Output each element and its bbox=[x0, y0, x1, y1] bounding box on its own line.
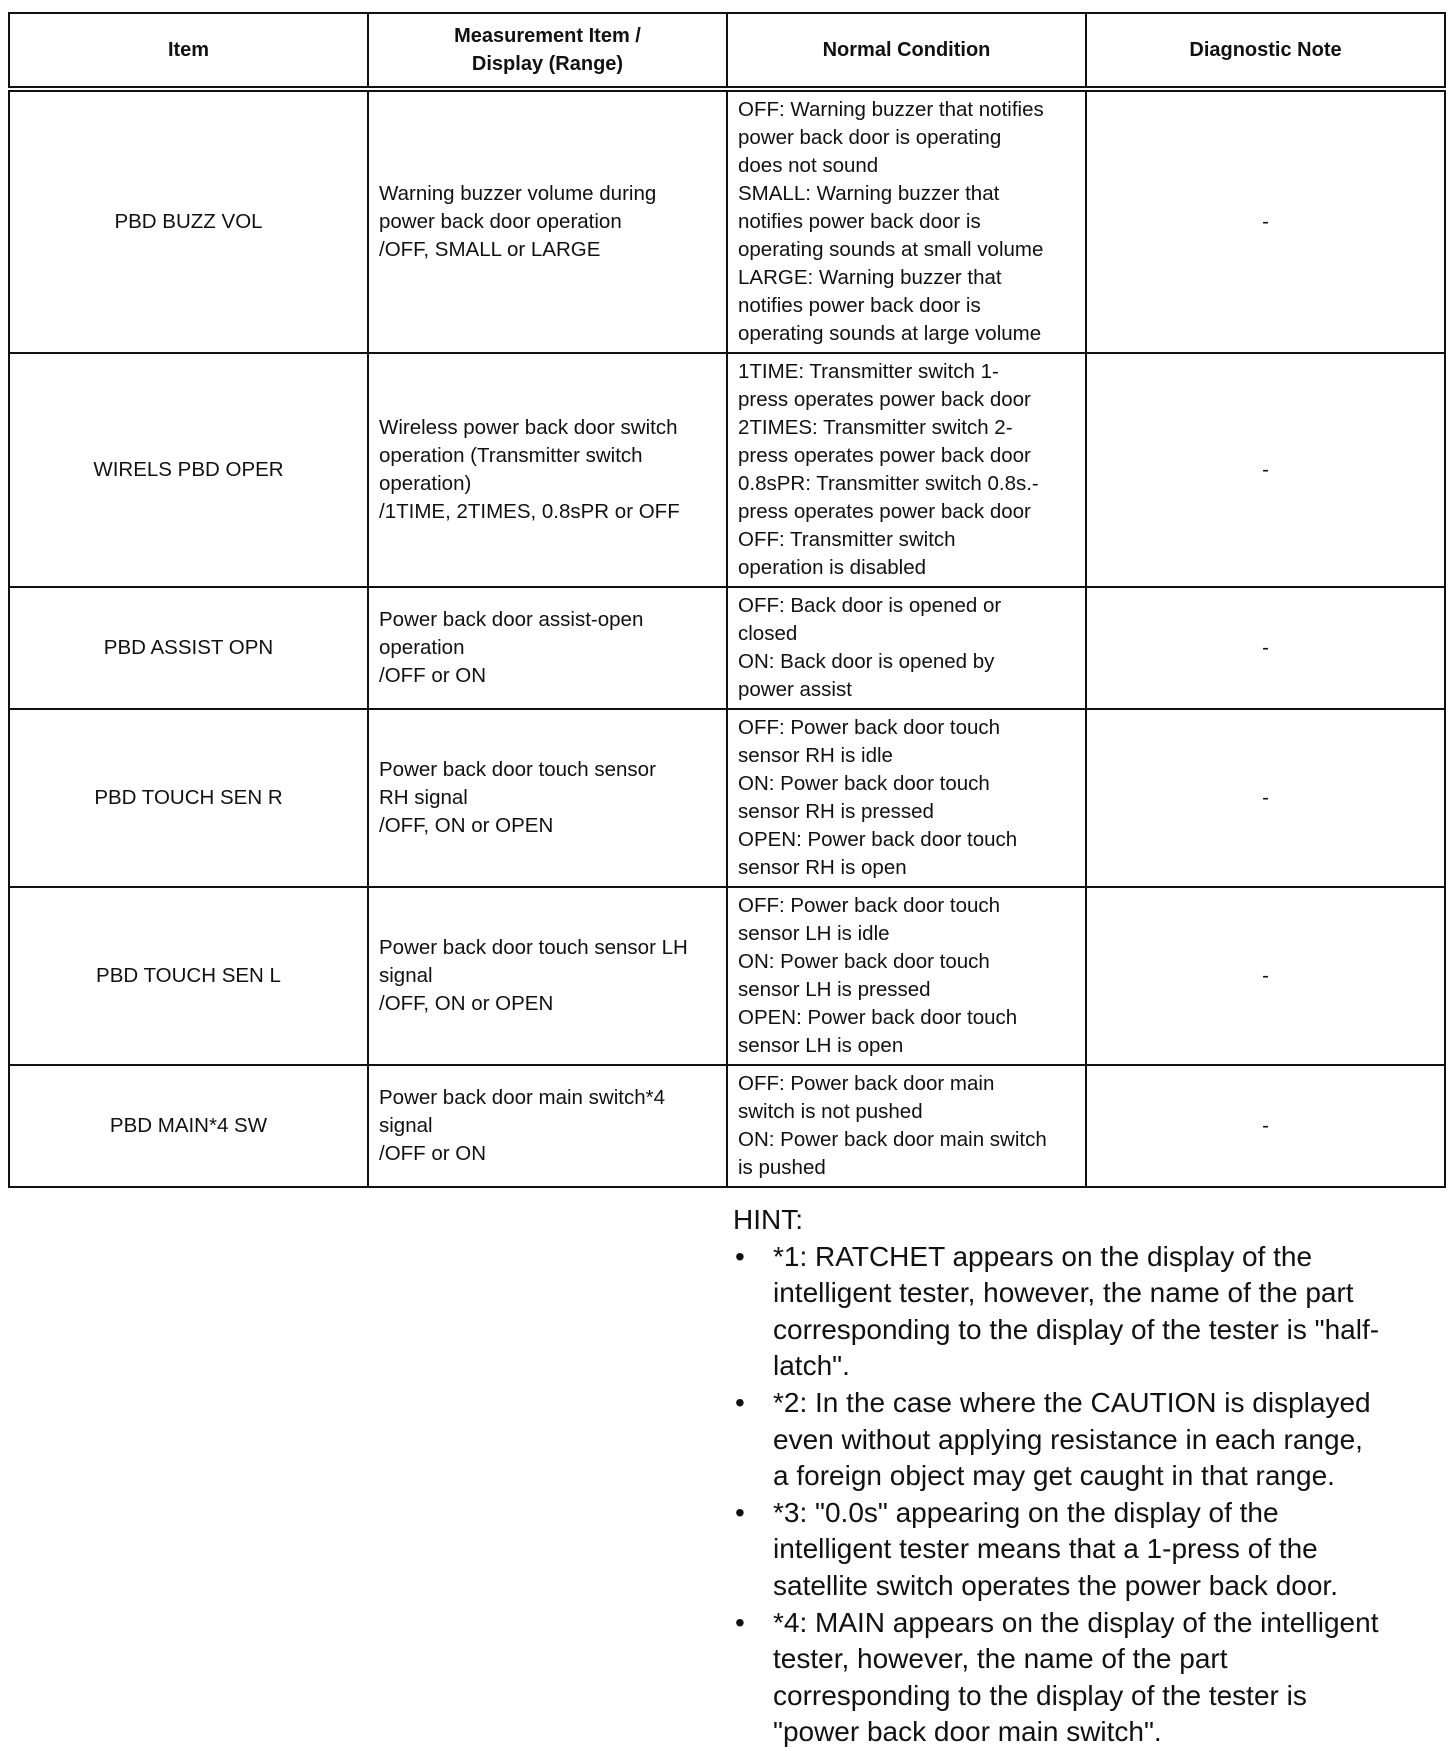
measurement-line: power back door operation bbox=[379, 210, 622, 233]
hint-section bbox=[733, 1202, 1433, 1751]
bullet-icon: • bbox=[735, 1240, 745, 1272]
hint-line: "power back door main switch". bbox=[773, 1716, 1162, 1748]
cell-note: - bbox=[1086, 353, 1445, 587]
table-row bbox=[9, 587, 1445, 709]
condition-line: is pushed bbox=[738, 1156, 826, 1179]
hint-line: intelligent tester, however, the name of the part bbox=[773, 1277, 1354, 1309]
hint-line: *2: In the case where the CAUTION is displayed bbox=[773, 1386, 1371, 1418]
cell-condition bbox=[727, 887, 1086, 1065]
cell-note: - bbox=[1086, 1065, 1445, 1187]
hint-line: a foreign object may get caught in that range. bbox=[773, 1460, 1335, 1492]
table-row bbox=[9, 353, 1445, 587]
condition-line: sensor RH is idle bbox=[738, 744, 893, 767]
condition-line: OFF: Back door is opened or bbox=[738, 594, 1002, 617]
cell-condition bbox=[727, 89, 1086, 353]
cell-measurement bbox=[368, 887, 727, 1065]
measurement-line: Power back door main switch*4 bbox=[379, 1086, 665, 1109]
cell-note: - bbox=[1086, 887, 1445, 1065]
header-item: Item bbox=[9, 13, 368, 89]
condition-line: OFF: Power back door touch bbox=[738, 716, 1001, 739]
hint-line: latch". bbox=[773, 1350, 850, 1382]
condition-line: closed bbox=[738, 622, 798, 645]
measurement-line: signal bbox=[379, 1114, 433, 1137]
measurement-line: /OFF, ON or OPEN bbox=[379, 992, 554, 1015]
cell-item: PBD TOUCH SEN L bbox=[9, 887, 368, 1065]
bullet-icon: • bbox=[735, 1496, 745, 1528]
cell-note: - bbox=[1086, 89, 1445, 353]
cell-measurement bbox=[368, 1065, 727, 1187]
condition-line: press operates power back door bbox=[738, 388, 1031, 411]
measurement-line: /OFF, SMALL or LARGE bbox=[379, 238, 601, 261]
condition-line: switch is not pushed bbox=[738, 1100, 923, 1123]
hint-line: *4: MAIN appears on the display of the intelligent bbox=[773, 1606, 1379, 1638]
measurement-line: /1TIME, 2TIMES, 0.8sPR or OFF bbox=[379, 500, 680, 523]
condition-line: operation is disabled bbox=[738, 556, 927, 579]
condition-line: OFF: Transmitter switch bbox=[738, 528, 956, 551]
cell-note: - bbox=[1086, 587, 1445, 709]
measurement-line: Wireless power back door switch bbox=[379, 416, 678, 439]
measurement-line: operation) bbox=[379, 472, 472, 495]
condition-line: ON: Power back door touch bbox=[738, 950, 990, 973]
measurement-line: Power back door assist-open bbox=[379, 608, 644, 631]
hint-line: *3: "0.0s" appearing on the display of the bbox=[773, 1496, 1279, 1528]
cell-condition bbox=[727, 709, 1086, 887]
table-body bbox=[9, 89, 1445, 1187]
table-header bbox=[9, 13, 1445, 89]
condition-line: ON: Back door is opened by bbox=[738, 650, 995, 673]
measurement-line: /OFF or ON bbox=[379, 664, 487, 687]
table-row bbox=[9, 1065, 1445, 1187]
cell-item: PBD MAIN*4 SW bbox=[9, 1065, 368, 1187]
hint-item bbox=[733, 1605, 1433, 1751]
data-list-table bbox=[8, 12, 1446, 1188]
measurement-line: Warning buzzer volume during bbox=[379, 182, 657, 205]
condition-line: notifies power back door is bbox=[738, 294, 981, 317]
table-row bbox=[9, 89, 1445, 353]
hint-item bbox=[733, 1239, 1433, 1385]
hint-item bbox=[733, 1385, 1433, 1495]
condition-line: OPEN: Power back door touch bbox=[738, 828, 1018, 851]
cell-item: WIRELS PBD OPER bbox=[9, 353, 368, 587]
measurement-line: operation bbox=[379, 636, 465, 659]
cell-condition bbox=[727, 587, 1086, 709]
hint-list bbox=[733, 1239, 1433, 1751]
header-condition: Normal Condition bbox=[727, 13, 1086, 89]
condition-line: does not sound bbox=[738, 154, 879, 177]
condition-line: power back door is operating bbox=[738, 126, 1002, 149]
measurement-line: Power back door touch sensor bbox=[379, 758, 656, 781]
condition-line: operating sounds at large volume bbox=[738, 322, 1042, 345]
cell-measurement bbox=[368, 89, 727, 353]
measurement-line: /OFF or ON bbox=[379, 1142, 487, 1165]
measurement-line: operation (Transmitter switch bbox=[379, 444, 643, 467]
condition-line: sensor RH is pressed bbox=[738, 800, 934, 823]
measurement-line: /OFF, ON or OPEN bbox=[379, 814, 554, 837]
condition-line: OFF: Power back door touch bbox=[738, 894, 1001, 917]
hint-item bbox=[733, 1495, 1433, 1605]
header-measurement: Measurement Item / Display (Range) bbox=[368, 13, 727, 89]
condition-line: OFF: Warning buzzer that notifies bbox=[738, 98, 1044, 121]
hint-line: even without applying resistance in each range, bbox=[773, 1423, 1363, 1455]
condition-line: operating sounds at small volume bbox=[738, 238, 1044, 261]
condition-line: power assist bbox=[738, 678, 852, 701]
condition-line: OPEN: Power back door touch bbox=[738, 1006, 1018, 1029]
condition-line: 0.8sPR: Transmitter switch 0.8s.- bbox=[738, 472, 1039, 495]
cell-item: PBD TOUCH SEN R bbox=[9, 709, 368, 887]
condition-line: OFF: Power back door main bbox=[738, 1072, 995, 1095]
measurement-line: Power back door touch sensor LH bbox=[379, 936, 688, 959]
cell-item: PBD BUZZ VOL bbox=[9, 89, 368, 353]
condition-line: 1TIME: Transmitter switch 1- bbox=[738, 360, 999, 383]
bullet-icon: • bbox=[735, 1386, 745, 1418]
hint-line: *1: RATCHET appears on the display of the bbox=[773, 1240, 1313, 1272]
hint-line: satellite switch operates the power back door. bbox=[773, 1569, 1338, 1601]
hint-line: intelligent tester means that a 1-press of the bbox=[773, 1533, 1318, 1565]
condition-line: sensor LH is pressed bbox=[738, 978, 931, 1001]
condition-line: press operates power back door bbox=[738, 500, 1031, 523]
hint-line: corresponding to the display of the tester is bbox=[773, 1679, 1307, 1711]
cell-note: - bbox=[1086, 709, 1445, 887]
table-row bbox=[9, 887, 1445, 1065]
condition-line: ON: Power back door main switch bbox=[738, 1128, 1047, 1151]
condition-line: sensor RH is open bbox=[738, 856, 907, 879]
table-row bbox=[9, 709, 1445, 887]
cell-measurement bbox=[368, 353, 727, 587]
measurement-line: RH signal bbox=[379, 786, 468, 809]
measurement-line: signal bbox=[379, 964, 433, 987]
header-row bbox=[9, 13, 1445, 89]
condition-line: sensor LH is open bbox=[738, 1034, 904, 1057]
cell-condition bbox=[727, 1065, 1086, 1187]
condition-line: SMALL: Warning buzzer that bbox=[738, 182, 1000, 205]
condition-line: notifies power back door is bbox=[738, 210, 981, 233]
cell-measurement bbox=[368, 587, 727, 709]
condition-line: sensor LH is idle bbox=[738, 922, 890, 945]
cell-measurement bbox=[368, 709, 727, 887]
hint-line: tester, however, the name of the part bbox=[773, 1643, 1228, 1675]
condition-line: LARGE: Warning buzzer that bbox=[738, 266, 1002, 289]
hint-title: HINT: bbox=[733, 1204, 803, 1235]
condition-line: 2TIMES: Transmitter switch 2- bbox=[738, 416, 1013, 439]
hint-line: corresponding to the display of the tester is "half- bbox=[773, 1313, 1380, 1345]
bullet-icon: • bbox=[735, 1606, 745, 1638]
cell-condition bbox=[727, 353, 1086, 587]
condition-line: ON: Power back door touch bbox=[738, 772, 990, 795]
condition-line: press operates power back door bbox=[738, 444, 1031, 467]
header-note: Diagnostic Note bbox=[1086, 13, 1445, 89]
cell-item: PBD ASSIST OPN bbox=[9, 587, 368, 709]
